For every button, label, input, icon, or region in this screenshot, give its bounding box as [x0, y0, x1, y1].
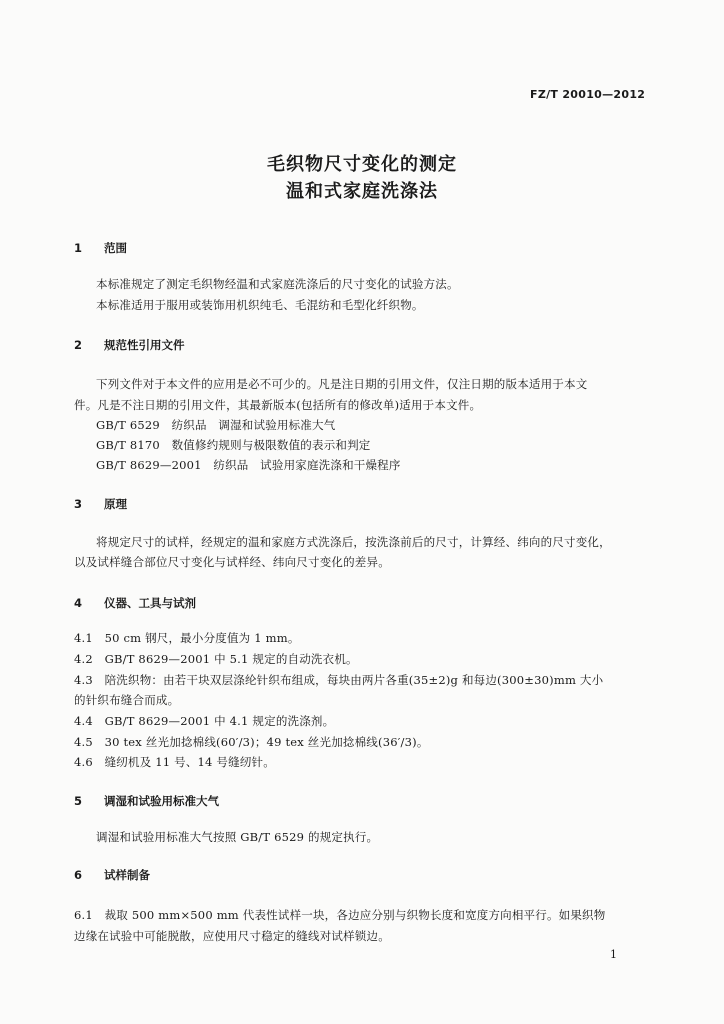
section-number: 2 [74, 338, 83, 352]
paragraph-line: 本标准规定了测定毛织物经温和式家庭洗涤后的尺寸变化的试验方法。 [96, 277, 459, 291]
paragraph-line: 边缘在试验中可能脱散，应使用尺寸稳定的缝线对试样锁边。 [74, 929, 390, 943]
section-title: 范围 [104, 241, 127, 255]
section-number: 5 [74, 794, 83, 808]
clause-item: 4.4 GB/T 8629—2001 中 4.1 规定的洗涤剂。 [74, 714, 335, 728]
page-number: 1 [610, 948, 617, 961]
paragraph-line: 以及试样缝合部位尺寸变化与试样经、纬向尺寸变化的差异。 [74, 555, 390, 569]
section-heading-3 [74, 496, 127, 512]
paragraph-line: 件。凡是不注日期的引用文件，其最新版本(包括所有的修改单)适用于本文件。 [74, 398, 482, 412]
section-title: 试样制备 [104, 868, 150, 882]
section-heading-4 [74, 595, 196, 611]
section-title: 仪器、工具与试剂 [104, 596, 196, 610]
section-heading-1 [74, 240, 127, 256]
clause-item: 4.3 陪洗织物：由若干块双层涤纶针织布组成，每块由两片各重(35±2)g 和每边(300±30)mm 大小 [74, 673, 604, 687]
section-number: 3 [74, 497, 83, 511]
paragraph-line: 将规定尺寸的试样，经规定的温和家庭方式洗涤后，按洗涤前后的尺寸，计算经、纬向的尺寸变化， [96, 535, 611, 549]
clause-item: 4.1 50 cm 钢尺，最小分度值为 1 mm。 [74, 631, 300, 645]
clause-item: 4.5 30 tex 丝光加捻棉线(60′/3)；49 tex 丝光加捻棉线(36′/3)。 [74, 735, 429, 749]
section-heading-5 [74, 793, 219, 809]
paragraph-line: 调湿和试验用标准大气按照 GB/T 6529 的规定执行。 [96, 830, 379, 844]
section-number: 1 [74, 241, 83, 255]
reference-item: GB/T 8170 数值修约规则与极限数值的表示和判定 [96, 438, 371, 452]
section-number: 6 [74, 868, 83, 882]
standard-number: FZ/T 20010—2012 [530, 88, 646, 101]
reference-item: GB/T 8629—2001 纺织品 试验用家庭洗涤和干燥程序 [96, 458, 401, 472]
section-heading-6 [74, 867, 150, 883]
section-title: 调湿和试验用标准大气 [104, 794, 219, 808]
clause-item: 4.2 GB/T 8629—2001 中 5.1 规定的自动洗衣机。 [74, 652, 358, 666]
paragraph-line: 本标准适用于服用或装饰用机织纯毛、毛混纺和毛型化纤织物。 [96, 298, 424, 312]
paragraph-line: 的针织布缝合而成。 [74, 693, 180, 707]
section-title: 规范性引用文件 [104, 338, 185, 352]
document-title-line1: 毛织物尺寸变化的测定 [267, 154, 457, 175]
clause-item: 4.6 缝纫机及 11 号、14 号缝纫针。 [74, 755, 275, 769]
document-title-line2: 温和式家庭洗涤法 [286, 181, 438, 202]
clause-item: 6.1 裁取 500 mm×500 mm 代表性试样一块，各边应分别与织物长度和宽度方向相平行。如果织物 [74, 908, 606, 922]
section-title: 原理 [104, 497, 127, 511]
paragraph-line: 下列文件对于本文件的应用是必不可少的。凡是注日期的引用文件，仅注日期的版本适用于本文 [96, 377, 588, 391]
section-heading-2 [74, 337, 185, 353]
reference-item: GB/T 6529 纺织品 调湿和试验用标准大气 [96, 418, 336, 432]
section-number: 4 [74, 596, 83, 610]
